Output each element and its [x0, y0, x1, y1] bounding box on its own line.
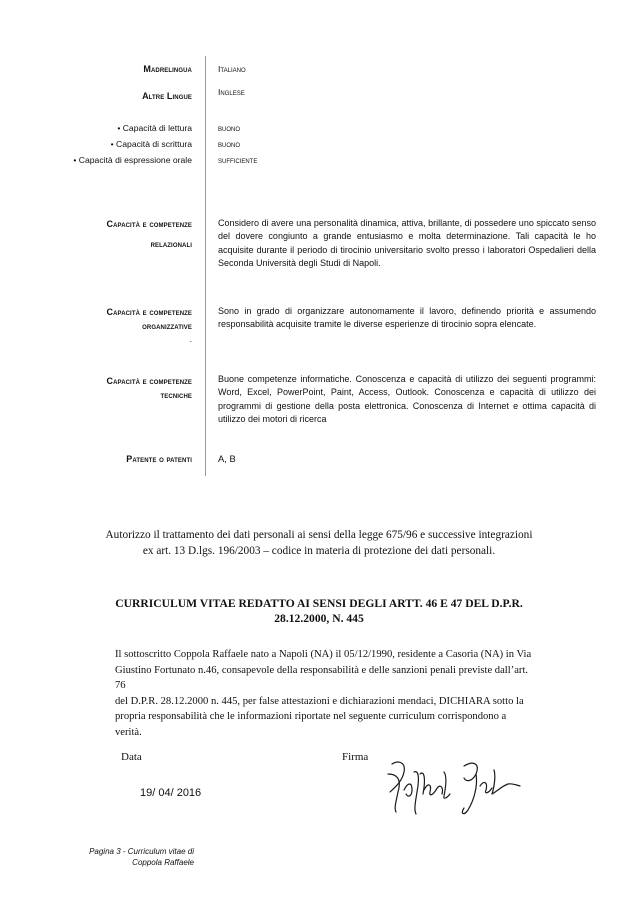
privacy-authorization — [82, 527, 556, 559]
cv-legal-title-line-2: 28.12.2000, N. 445 — [274, 612, 364, 625]
self-declaration-line-3: del D.P.R. 28.12.2000 n. 445, per false attestazioni e dichiarazioni mendaci, DICHIARA sotto la — [115, 695, 524, 707]
privacy-authorization-line-1: Autorizzo il trattamento dei dati personali ai sensi della legge 675/96 e successive integrazioni — [105, 529, 533, 541]
page-footer-line-2: Coppola Raffaele — [132, 858, 194, 867]
reading-skill-value: buono — [218, 123, 241, 133]
technical-skills-label: Capacità e competenze — [106, 376, 192, 386]
column-divider — [205, 56, 206, 476]
page-footer-line-1: Pagina 3 - Curriculum vitae di — [89, 847, 194, 856]
cv-legal-title-line-1: CURRICULUM VITAE REDATTO AI SENSI DEGLI ARTT. 46 E 47 DEL D.P.R. — [115, 597, 523, 610]
speaking-skill-label: • Capacità di espressione orale — [73, 155, 192, 165]
date-value: 19/ 04/ 2016 — [140, 787, 202, 799]
mother-tongue-value: Italiano — [218, 64, 246, 74]
other-languages-value: Inglese — [218, 87, 245, 97]
cv-legal-title — [82, 596, 556, 626]
organizational-skills-label-3: . — [189, 334, 192, 344]
self-declaration-line-2: Giustino Fortunato n.46, consapevole della responsabilità e delle sanzioni penali previste dall’art. 76 — [115, 664, 529, 692]
handwritten-signature — [384, 752, 524, 822]
relational-skills-text: Considero di avere una personalità dinamica, attiva, brillante, di possedere uno spiccato senso del dovere congiunto a grande entusiasmo e molta determinazione. Tali capacità le ho acquisite durante il periodo di tirocinio universitario svolto presso i laboratori Ospedalieri della Seconda Università degli Studi di Napoli. — [218, 218, 596, 269]
self-declaration-line-1: Il sottoscritto Coppola Raffaele nato a Napoli (NA) il 05/12/1990, residente a Casoria (NA) in Via — [115, 649, 532, 660]
speaking-skill-value: sufficiente — [218, 155, 258, 165]
relational-skills-label-2: relazionali — [150, 239, 192, 249]
self-declaration-line-4: propria responsabilità che le informazioni riportate nel seguente curriculum corrispondono a verità. — [115, 711, 507, 738]
technical-skills-label-2: tecniche — [160, 390, 192, 400]
organizational-skills-label: Capacità e competenze — [106, 307, 192, 317]
page-footer — [60, 846, 194, 868]
privacy-authorization-line-2: ex art. 13 D.lgs. 196/2003 – codice in materia di protezione dei dati personali. — [142, 545, 496, 557]
technical-skills-text: Buone competenze informatiche. Conoscenza e capacità di utilizzo dei seguenti programmi: Word, Excel, PowerPoint, Paint, Access, Outlook. Conoscenza e capacità di utilizzo dei programmi di gestione della posta elettronica. Conoscenza di Internet e ottima capacità di utilizzo dei motori di ricerca — [218, 374, 596, 425]
relational-skills-label: Capacità e competenze — [106, 219, 192, 229]
other-languages-label: Altre Lingue — [142, 91, 192, 101]
reading-skill-label: • Capacità di lettura — [117, 123, 192, 133]
self-declaration — [115, 647, 535, 741]
date-label: Data — [121, 751, 142, 763]
writing-skill-value: buono — [218, 139, 241, 149]
driving-license-value: A, B — [218, 453, 236, 464]
organizational-skills-label-2: organizzative — [142, 321, 192, 331]
organizational-skills-text: Sono in grado di organizzare autonomamente il lavoro, definendo priorità e assumendo responsabilità acquisite tramite le diverse esperienze di tirocinio sopra elencate. — [218, 306, 596, 330]
signature-label: Firma — [342, 751, 369, 763]
driving-license-label: Patente o patenti — [126, 454, 192, 464]
mother-tongue-label: Madrelingua — [143, 64, 192, 74]
writing-skill-label: • Capacità di scrittura — [110, 139, 192, 149]
